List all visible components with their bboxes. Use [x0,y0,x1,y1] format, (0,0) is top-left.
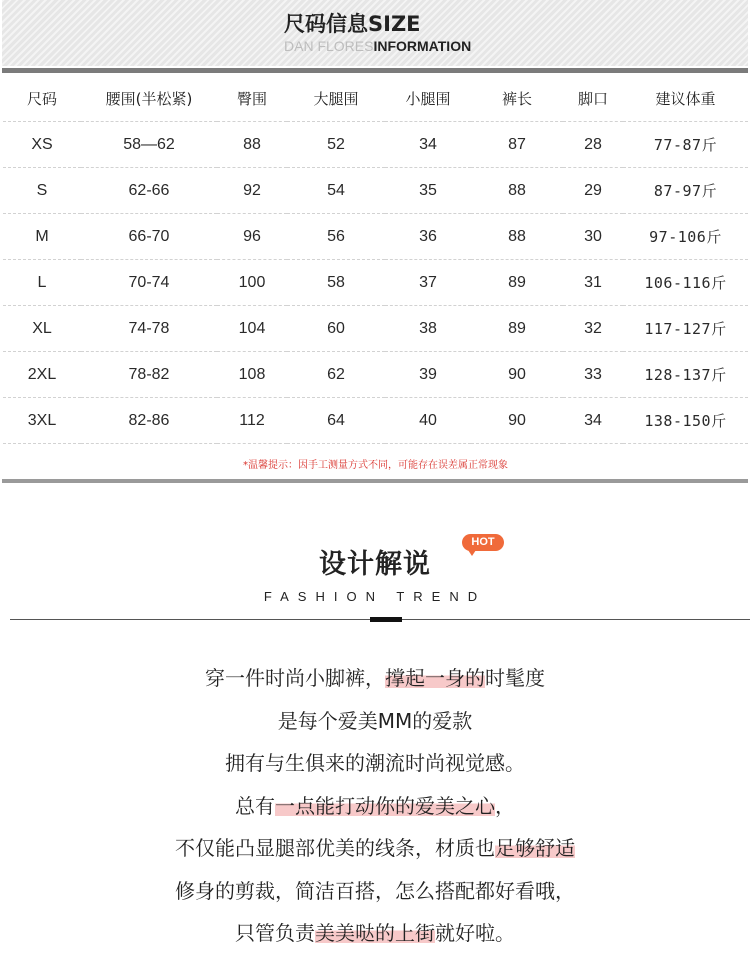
weight-unit: 斤 [701,182,718,200]
length-cell: 89 [471,306,563,352]
header-hem: 脚口 [563,76,623,122]
design-title: 设计解说 [319,549,431,580]
size-cell: 2XL [3,352,81,398]
description-text: 就好啦。 [435,921,515,945]
size-row-s [3,168,748,214]
size-row-2xl [3,352,748,398]
thigh-cell: 52 [287,122,385,168]
weight-cell [623,398,748,444]
table-header-row [3,76,748,122]
size-cell: XS [3,122,81,168]
waist-cell: 78-82 [81,352,217,398]
highlighted-text: 一点能打动你的爱美之心 [275,793,495,818]
description-line [0,877,750,905]
weight-value: 117-127 [644,320,712,338]
hem-cell: 32 [563,306,623,352]
calf-cell: 36 [385,214,471,260]
header-waist: 腰围(半松紧) [81,76,217,122]
waist-cell: 66-70 [81,214,217,260]
calf-cell: 39 [385,352,471,398]
header-thigh: 大腿围 [287,76,385,122]
weight-unit: 斤 [711,412,727,430]
section-divider-mark [370,617,402,622]
description-text: 是每个爱美MM的爱款 [277,708,473,733]
hot-badge: HOT [462,534,504,551]
waist-cell: 58—62 [81,122,217,168]
size-cell: 3XL [3,398,81,444]
table-body [3,122,748,483]
header-calf: 小腿围 [385,76,471,122]
header-weight: 建议体重 [623,76,748,122]
weight-unit: 斤 [711,366,727,384]
weight-unit: 斤 [706,228,722,246]
description-line [0,664,750,692]
description-line [0,707,750,735]
hip-cell: 96 [217,214,287,260]
calf-cell: 37 [385,260,471,306]
thigh-cell: 58 [287,260,385,306]
thigh-cell: 64 [287,398,385,444]
waist-cell: 62-66 [81,168,217,214]
waist-cell: 74-78 [81,306,217,352]
weight-cell [623,122,748,168]
size-banner [2,0,748,66]
highlighted-text: 撑起一身的 [385,666,485,690]
hip-cell: 92 [217,168,287,214]
weight-value: 87-97 [653,182,702,200]
size-table [3,76,748,482]
weight-unit: 斤 [701,136,718,154]
hem-cell: 33 [563,352,623,398]
table-bottom-rule [2,479,748,483]
size-row-l [3,260,748,306]
weight-cell [623,214,748,260]
measurement-note: *温馨提示：因手工测量方式不同，可能存在误差属正常现象 [243,459,508,471]
thigh-cell: 56 [287,214,385,260]
thigh-cell: 60 [287,306,385,352]
hip-cell: 88 [217,122,287,168]
weight-value: 138-150 [644,412,712,430]
hem-cell: 30 [563,214,623,260]
size-cell: M [3,214,81,260]
description-text: ， [495,793,515,818]
description-text: 总有 [235,793,275,818]
calf-cell: 34 [385,122,471,168]
weight-unit: 斤 [711,320,727,338]
highlighted-text: 足够舒适 [495,836,575,860]
fashion-trend-subtitle: FASHION TREND [263,589,487,604]
description-line [0,834,750,862]
description-text: 时髦度 [485,666,545,690]
description-line [0,792,750,820]
weight-value: 97-106 [649,228,707,246]
size-row-3xl [3,398,748,444]
weight-value: 128-137 [644,366,712,384]
description-text: 只管负责 [235,921,315,945]
length-cell: 88 [471,214,563,260]
weight-cell [623,168,748,214]
hem-cell: 34 [563,398,623,444]
length-cell: 90 [471,352,563,398]
weight-value: 77-87 [653,136,702,154]
length-cell: 87 [471,122,563,168]
highlighted-text: 美美哒的上街 [315,921,435,945]
calf-cell: 38 [385,306,471,352]
length-cell: 88 [471,168,563,214]
header-hip: 臀围 [217,76,287,122]
size-row-xs [3,122,748,168]
size-row-m [3,214,748,260]
size-cell: L [3,260,81,306]
banner-title: 尺码信息SIZE [284,12,421,36]
note-row [3,444,748,483]
description-text: 不仅能凸显腿部优美的线条，材质也 [175,836,495,860]
size-cell: XL [3,306,81,352]
length-cell: 89 [471,260,563,306]
calf-cell: 35 [385,168,471,214]
description-text: 修身的剪裁，简洁百搭，怎么搭配都好看哦， [175,878,575,903]
weight-cell [623,260,748,306]
hem-cell: 28 [563,122,623,168]
banner-subtitle-brand: DAN FLORES [284,38,374,54]
weight-cell [623,352,748,398]
description-text: 拥有与生俱来的潮流时尚视觉感。 [225,751,525,775]
thigh-cell: 62 [287,352,385,398]
weight-value: 106-116 [644,274,712,292]
banner-subtitle-info: INFORMATION [373,38,472,54]
hem-cell: 29 [563,168,623,214]
waist-cell: 70-74 [81,260,217,306]
description-line [0,919,750,947]
header-length: 裤长 [471,76,563,122]
calf-cell: 40 [385,398,471,444]
table-top-rule [2,68,748,73]
size-row-xl [3,306,748,352]
hip-cell: 108 [217,352,287,398]
hip-cell: 100 [217,260,287,306]
size-cell: S [3,168,81,214]
hem-cell: 31 [563,260,623,306]
banner-subtitle [284,38,471,54]
hip-cell: 112 [217,398,287,444]
weight-unit: 斤 [711,274,727,292]
waist-cell: 82-86 [81,398,217,444]
description-line [0,749,750,777]
header-size: 尺码 [3,76,81,122]
description-text: 穿一件时尚小脚裤， [205,666,385,690]
hip-cell: 104 [217,306,287,352]
weight-cell [623,306,748,352]
thigh-cell: 54 [287,168,385,214]
length-cell: 90 [471,398,563,444]
